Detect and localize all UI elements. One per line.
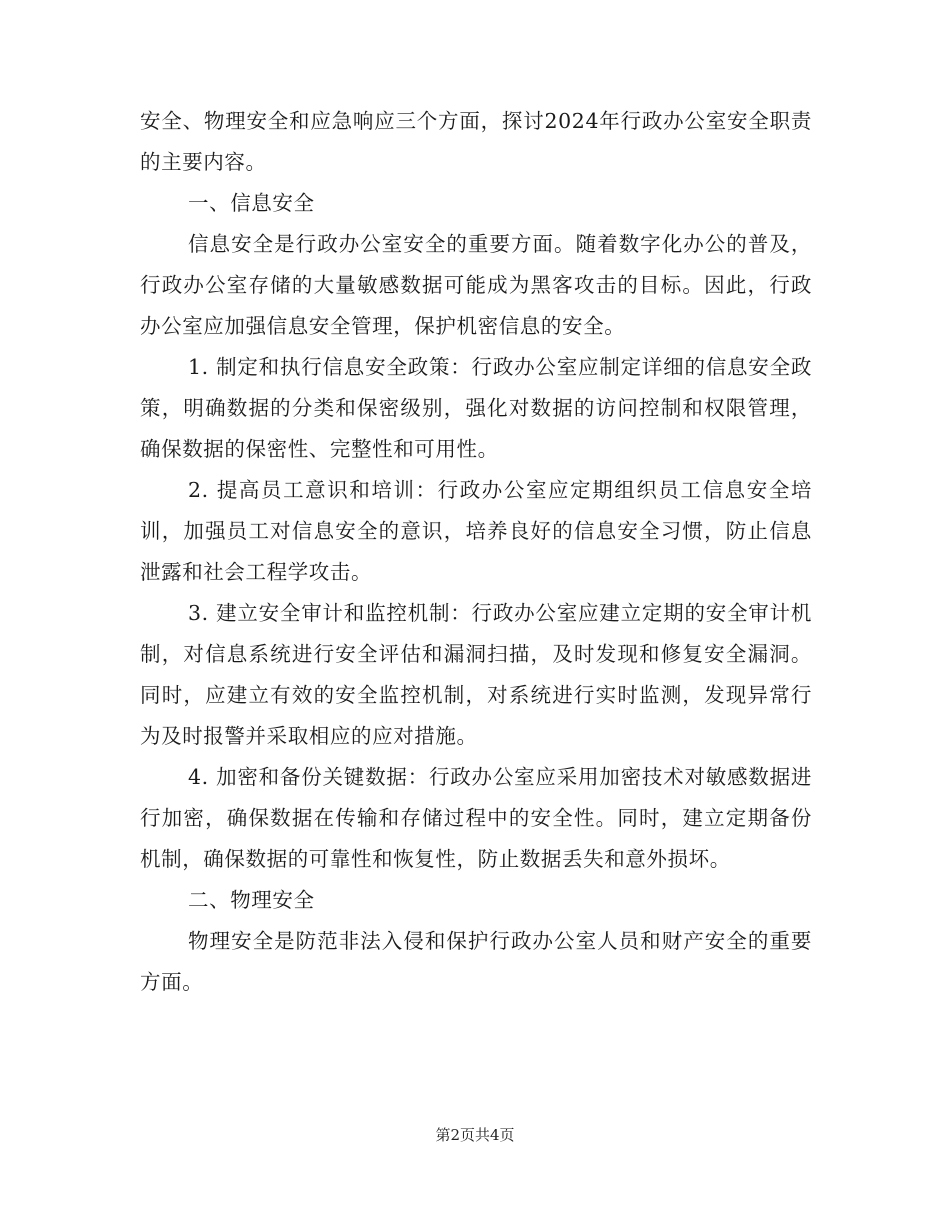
paragraph-item-2-training: 2. 提高员工意识和培训：行政办公室应定期组织员工信息安全培训，加强员工对信息安全的意识，培养良好的信息安全习惯，防止信息泄露和社会工程学攻击。	[140, 478, 812, 584]
paragraph-physical-security-overview: 物理安全是防范非法入侵和保护行政办公室人员和财产安全的重要方面。	[140, 929, 812, 994]
paragraph-item-3-audit: 3. 建立安全审计和监控机制：行政办公室应建立定期的安全审计机制，对信息系统进行安全评估和漏洞扫描，及时发现和修复安全漏洞。同时，应建立有效的安全监控机制，对系统进行实时监测，发现异常行为及时报警并采取相应的应对措施。	[140, 601, 812, 748]
paragraph-intro-continued: 安全、物理安全和应急响应三个方面，探讨2024年行政办公室安全职责的主要内容。	[140, 109, 812, 174]
paragraph-item-4-encryption: 4. 加密和备份关键数据：行政办公室应采用加密技术对敏感数据进行加密，确保数据在传输和存储过程中的安全性。同时，建立定期备份机制，确保数据的可靠性和恢复性，防止数据丢失和意外损坏。	[140, 765, 812, 871]
page-number-footer: 第2页共4页	[435, 1126, 515, 1144]
heading-physical-security: 二、物理安全	[188, 888, 315, 912]
paragraph-information-security-overview: 信息安全是行政办公室安全的重要方面。随着数字化办公的普及，行政办公室存储的大量敏感数据可能成为黑客攻击的目标。因此，行政办公室应加强信息安全管理，保护机密信息的安全。	[140, 232, 812, 338]
document-body	[140, 101, 812, 1003]
paragraph-item-1-policy: 1. 制定和执行信息安全政策：行政办公室应制定详细的信息安全政策，明确数据的分类和保密级别，强化对数据的访问控制和权限管理，确保数据的保密性、完整性和可用性。	[140, 355, 812, 461]
heading-information-security: 一、信息安全	[188, 191, 315, 215]
